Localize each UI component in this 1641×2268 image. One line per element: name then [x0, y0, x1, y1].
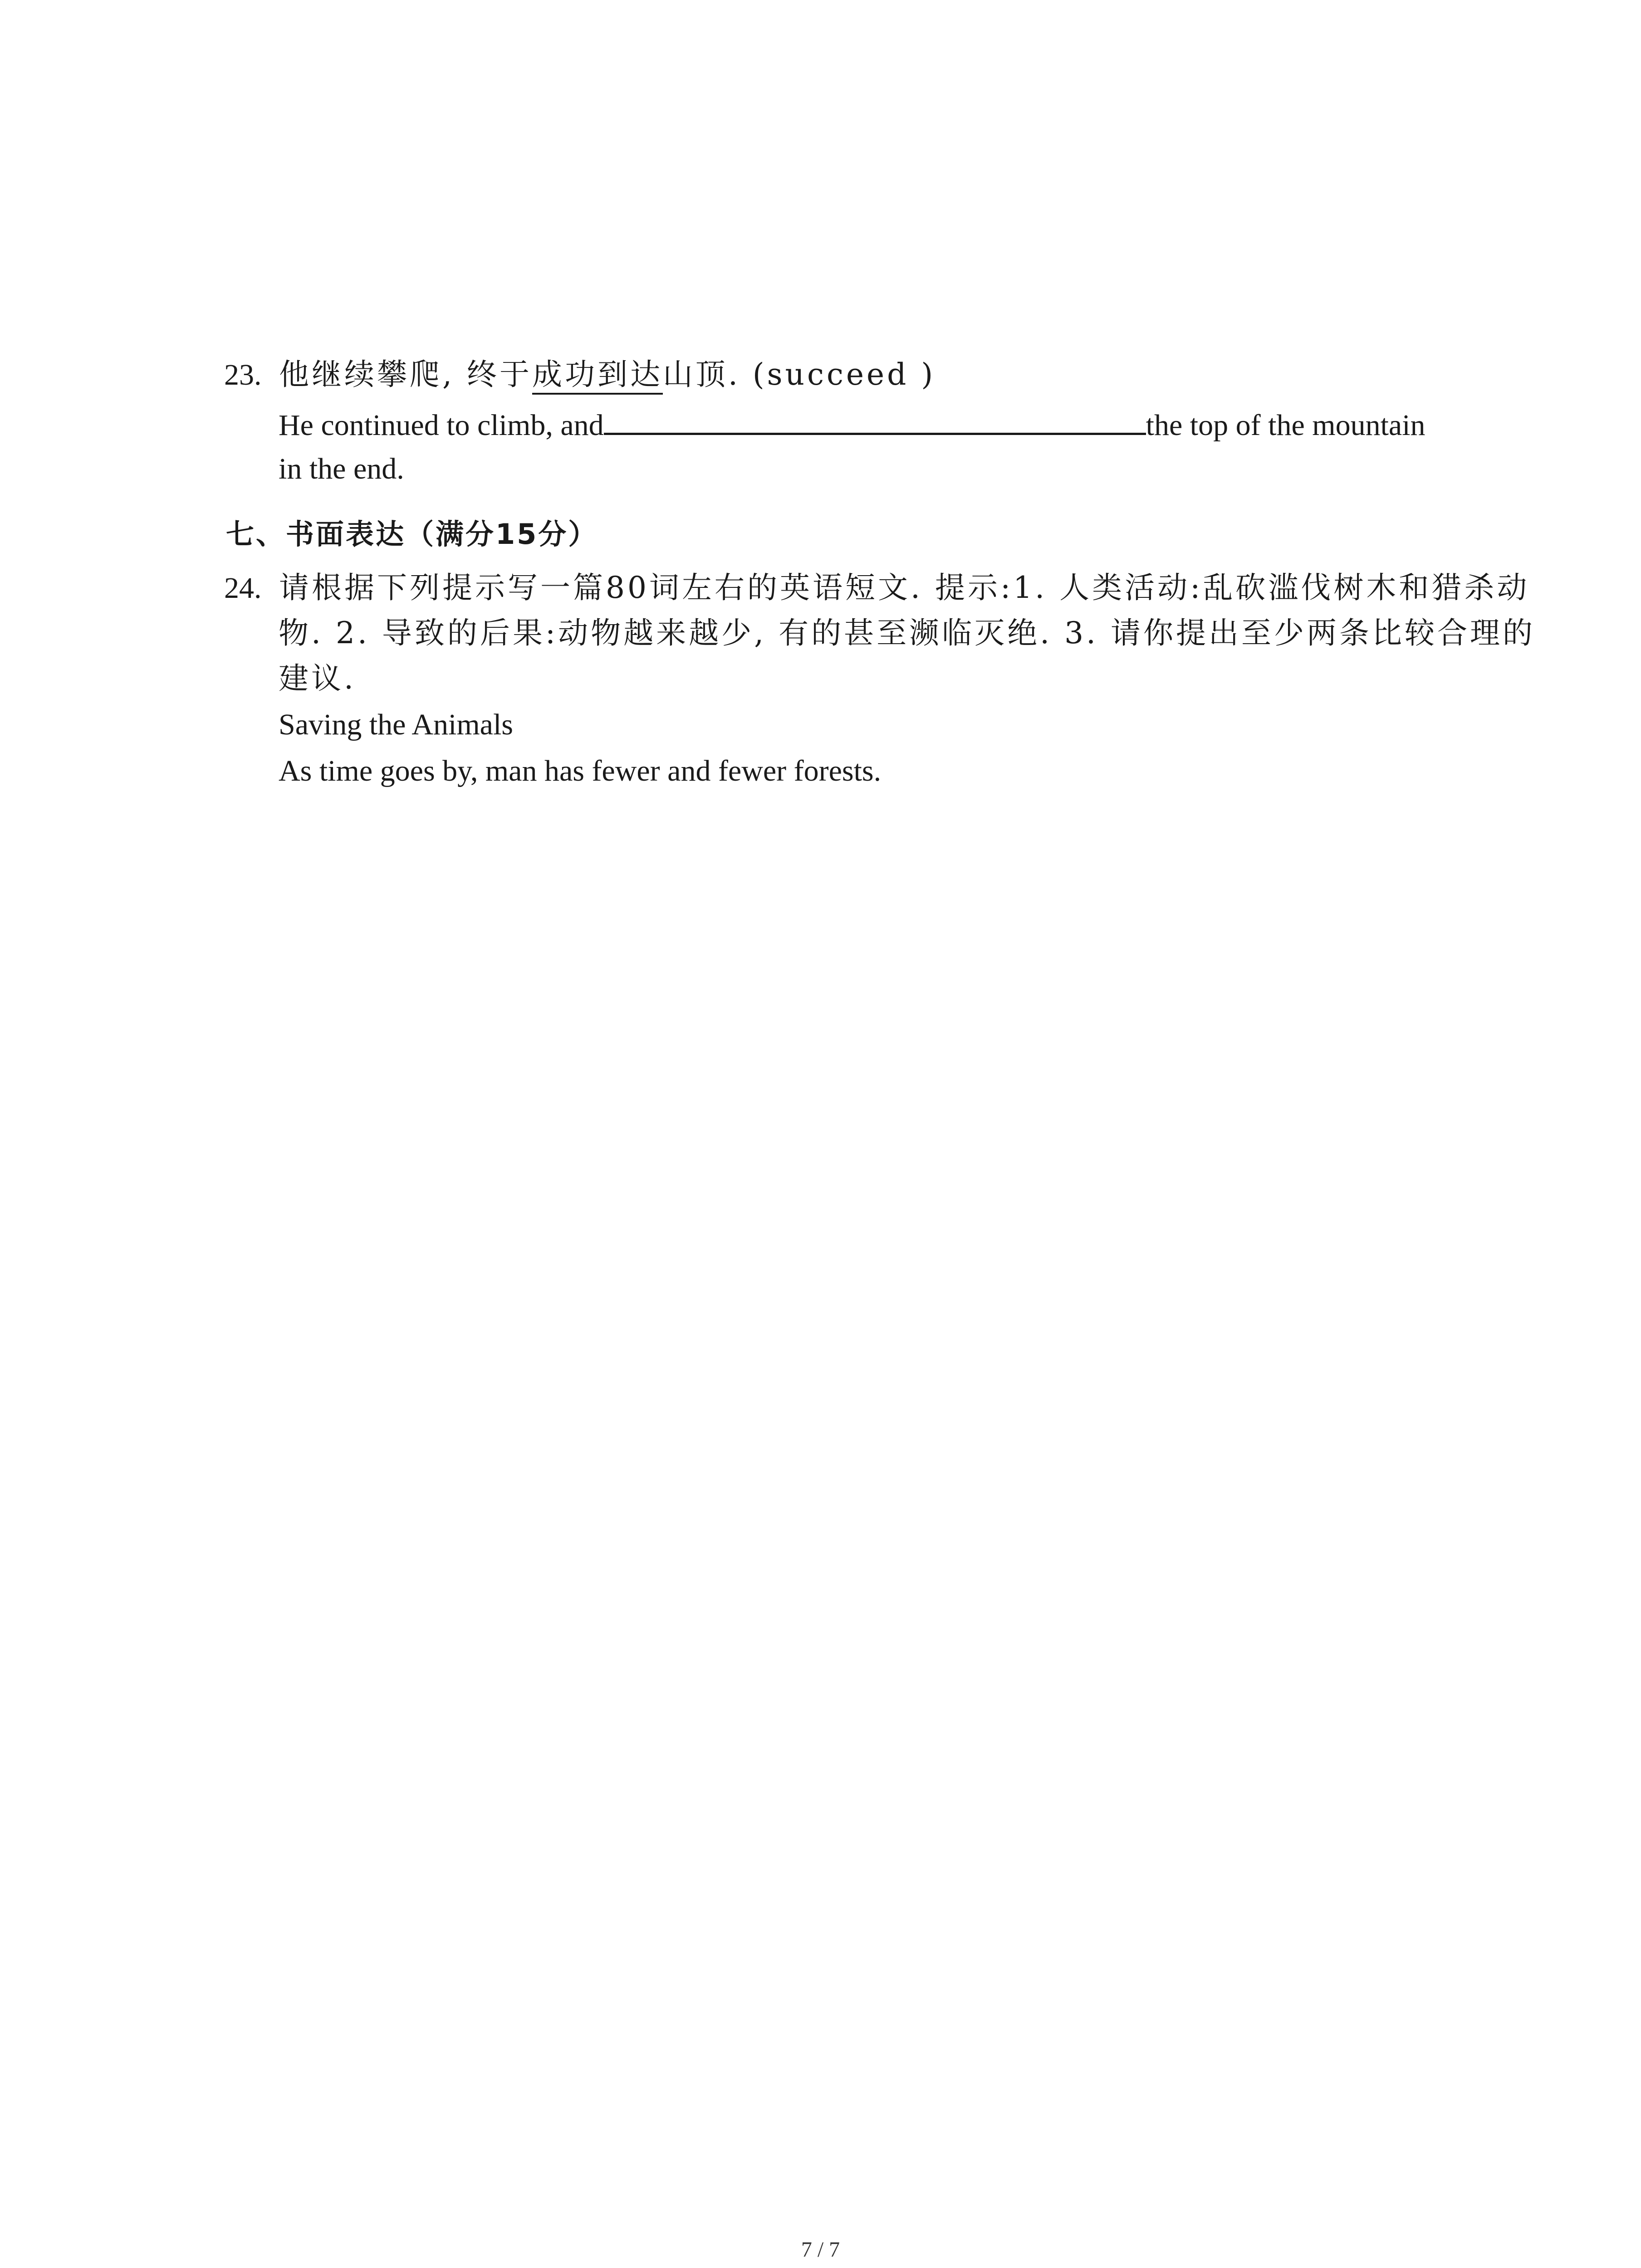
q24-instruction-2: 物. 2. 导致的后果:动物越来越少, 有的甚至濒临灭绝. 3. 请你提出至少两条比较合理的	[279, 616, 1536, 650]
q24-instruction-3: 建议.	[279, 661, 356, 696]
q23-answer-continuation: in the end.	[279, 452, 404, 485]
q24-instruction-1: 请根据下列提示写一篇80词左右的英语短文. 提示:1. 人类活动:乱砍滥伐树木和猎杀动	[279, 570, 1530, 605]
page-number: 7 / 7	[801, 2238, 840, 2262]
q23-prompt-before: 他继续攀爬, 终于	[279, 357, 532, 392]
q24-essay-opening: As time goes by, man has fewer and fewer forests.	[279, 754, 882, 787]
q24-instruction-line-2	[279, 615, 1535, 651]
q24-number: 24.	[224, 572, 262, 605]
q23-prompt-underlined: 成功到达	[532, 357, 663, 395]
q23-answer-continuation-line	[279, 451, 404, 487]
q23-answer-end: the top of the mountain	[1146, 409, 1425, 442]
q24-instruction-line-3	[279, 660, 356, 697]
q24-instruction-line-1	[224, 570, 1529, 606]
q24-essay-title-line	[279, 707, 513, 743]
q24-essay-opening-line	[279, 753, 881, 789]
q23-prompt-after: 山顶. (succeed )	[662, 357, 936, 392]
section-heading-text: 七、书面表达（满分15分）	[226, 518, 598, 551]
q24-essay-title: Saving the Animals	[279, 708, 513, 741]
q23-prompt	[224, 357, 936, 393]
q23-answer-line	[279, 406, 1425, 444]
section-heading	[226, 516, 598, 552]
q23-number: 23.	[224, 358, 262, 391]
q23-answer-blank[interactable]	[604, 406, 1146, 435]
q23-answer-start: He continued to climb, and	[279, 409, 604, 442]
